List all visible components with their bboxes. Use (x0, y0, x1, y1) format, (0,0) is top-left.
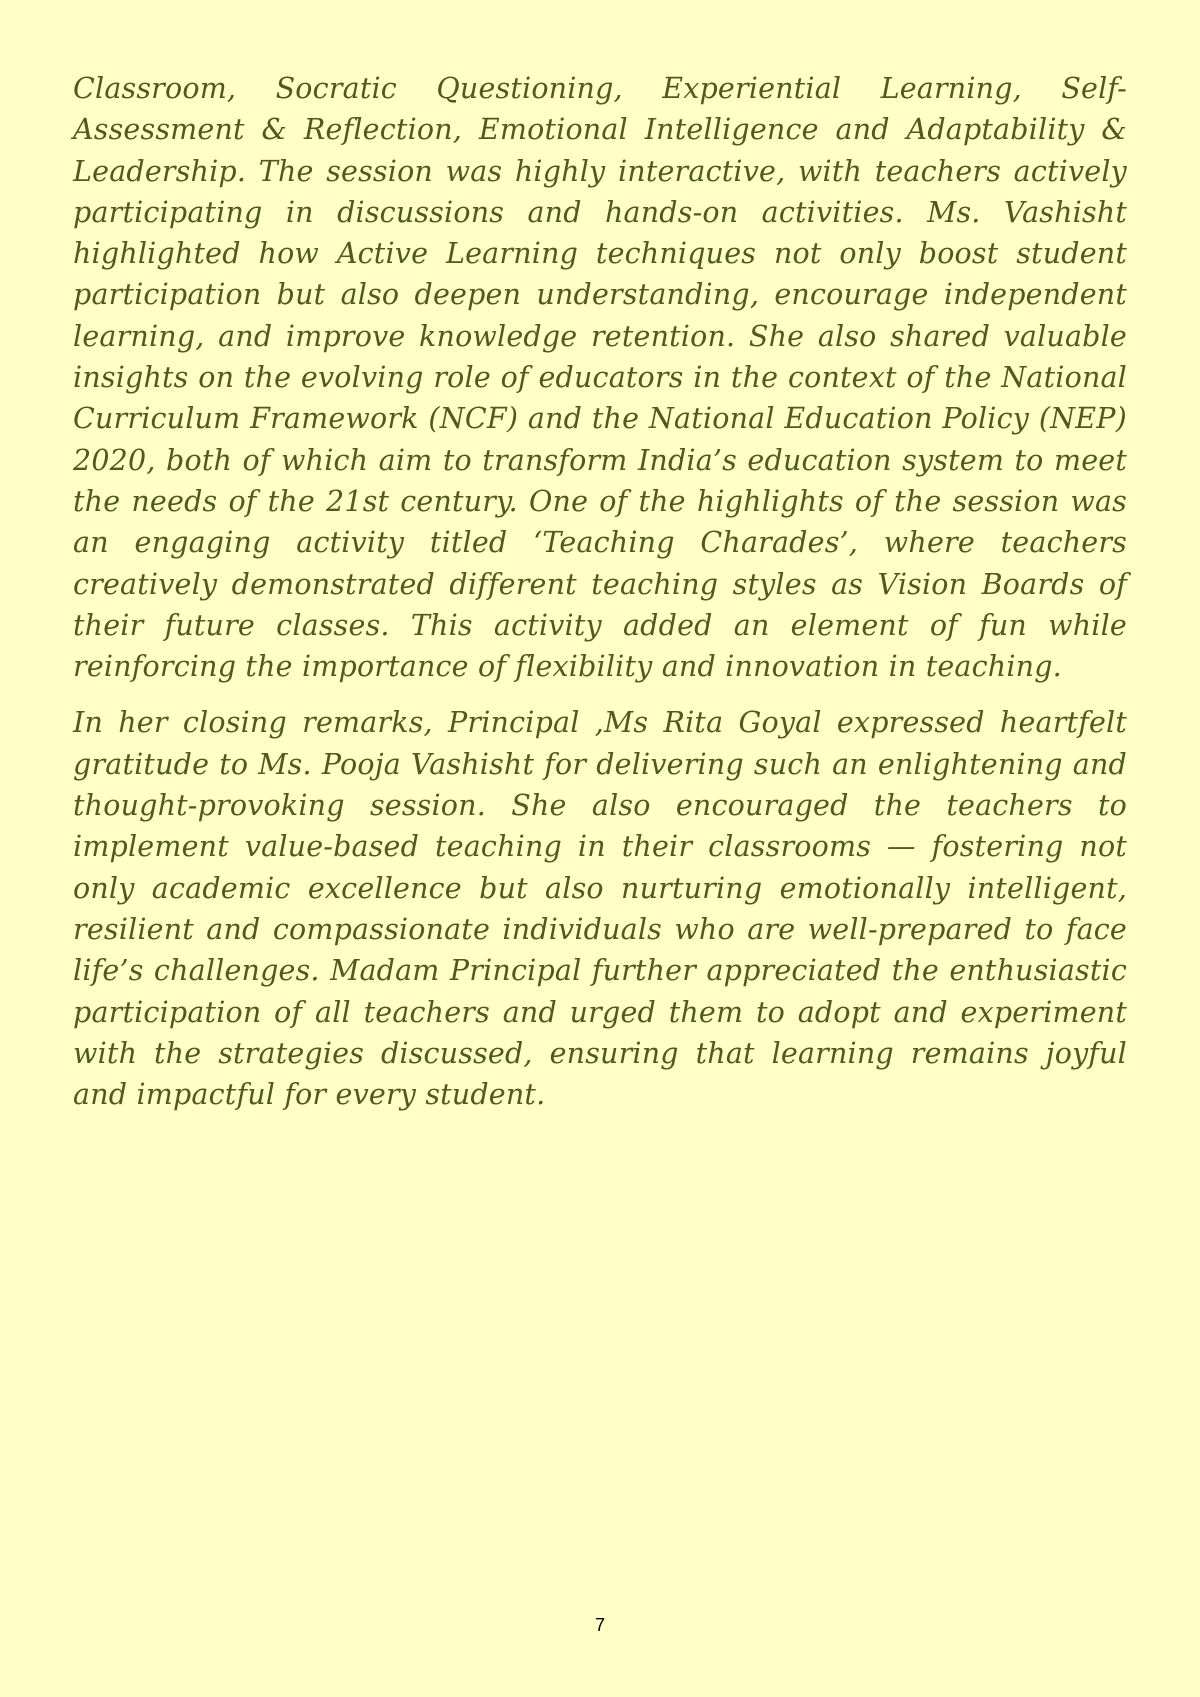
paragraph-session-details: Classroom, Socratic Questioning, Experiential Learning, Self-Assessment & Reflection, Emotional Intelligence and Adaptability & Leadership. The session was highly interactive, with teachers actively participating in discussions and hands-on activities. Ms. Vashisht highlighted how Active Learning techniques not only boost student participation but also deepen understanding, encourage independent learning, and improve knowledge retention. She also shared valuable insights on the evolving role of educators in the context of the National Curriculum Framework (NCF) and the National Education Policy (NEP) 2020, both of which aim to transform India’s education system to meet the needs of the 21st century. One of the highlights of the session was an engaging activity titled ‘Teaching Charades’, where teachers creatively demonstrated different teaching styles as Vision Boards of their future classes. This activity added an element of fun while reinforcing the importance of flexibility and innovation in teaching. (73, 72, 1127, 684)
page-content (73, 68, 1127, 1115)
page-number: 7 (594, 1615, 605, 1635)
paragraph-closing-remarks: In her closing remarks, Principal ,Ms Rita Goyal expressed heartfelt gratitude to Ms. Pooja Vashisht for delivering such an enlightening and thought-provoking session. She also encouraged the teachers to implement value-based teaching in their classrooms — fostering not only academic excellence but also nurturing emotionally intelligent, resilient and compassionate individuals who are well-prepared to face life’s challenges. Madam Principal further appreciated the enthusiastic participation of all teachers and urged them to adopt and experiment with the strategies discussed, ensuring that learning remains joyful and impactful for every student. (73, 706, 1127, 1112)
